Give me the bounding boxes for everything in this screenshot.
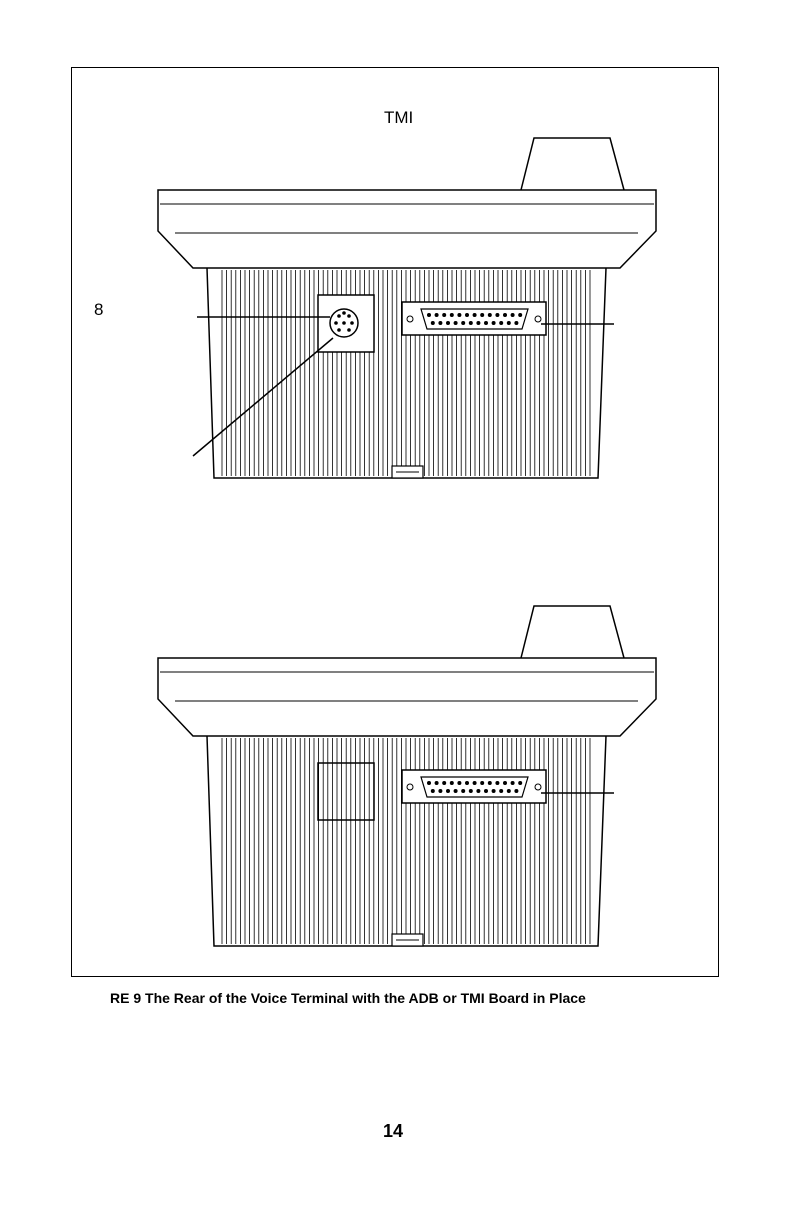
tmi-label: TMI bbox=[384, 108, 414, 127]
page-number: 14 bbox=[382, 1121, 404, 1141]
terminal-rear-with-tmi-board bbox=[158, 138, 656, 478]
terminal-rear-with-adb-board bbox=[158, 606, 656, 946]
figure-caption: RE 9 The Rear of the Voice Terminal with the ADB or TMI Board in Place bbox=[110, 990, 586, 1006]
callout-number-8: 8 bbox=[94, 300, 104, 319]
